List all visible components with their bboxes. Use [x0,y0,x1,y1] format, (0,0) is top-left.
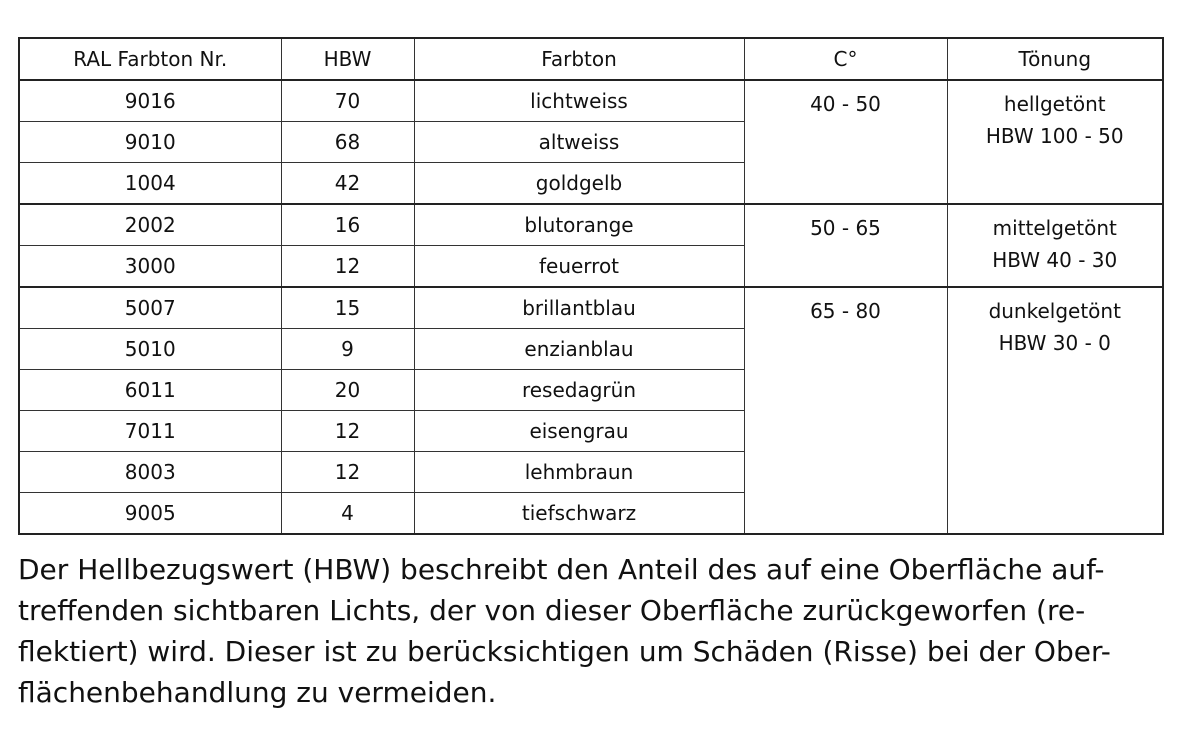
farbton-cell: resedagrün [414,370,744,411]
ral-number-cell: 5010 [19,329,281,370]
farbton-cell: eisengrau [414,411,744,452]
hbw-description-paragraph [18,549,1182,713]
table-row [19,80,1163,122]
tone-cell [947,204,1163,287]
hbw-cell: 16 [281,204,414,246]
farbton-cell: feuerrot [414,246,744,288]
tone-range: HBW 30 - 0 [998,331,1111,355]
farbton-cell: altweiss [414,122,744,163]
hbw-cell: 12 [281,246,414,288]
hbw-cell: 15 [281,287,414,329]
hbw-cell: 68 [281,122,414,163]
description-line: flächenbehandlung zu vermeiden. [18,676,497,709]
table-row [19,204,1163,246]
hbw-cell: 9 [281,329,414,370]
ral-color-table [18,37,1164,535]
table-header-row [19,38,1163,80]
ral-number-cell: 8003 [19,452,281,493]
hbw-cell: 4 [281,493,414,535]
tone-name: mittelgetönt [992,216,1117,240]
farbton-cell: tiefschwarz [414,493,744,535]
ral-number-cell: 3000 [19,246,281,288]
ral-number-cell: 5007 [19,287,281,329]
temperature-range-cell: 65 - 80 [744,287,947,534]
tone-cell [947,80,1163,204]
tone-cell [947,287,1163,534]
description-line: flektiert) wird. Dieser ist zu berücksichtigen um Schäden (Risse) bei der Ober- [18,635,1111,668]
temperature-range-cell: 50 - 65 [744,204,947,287]
ral-number-cell: 2002 [19,204,281,246]
ral-number-cell: 6011 [19,370,281,411]
hbw-cell: 70 [281,80,414,122]
tone-range: HBW 40 - 30 [992,248,1118,272]
description-line: Der Hellbezugswert (HBW) beschreibt den Anteil des auf eine Oberfläche auf- [18,553,1105,586]
header-farbton: Farbton [414,38,744,80]
farbton-cell: blutorange [414,204,744,246]
hbw-cell: 12 [281,452,414,493]
farbton-cell: brillantblau [414,287,744,329]
farbton-cell: lichtweiss [414,80,744,122]
header-ral: RAL Farbton Nr. [19,38,281,80]
ral-number-cell: 9005 [19,493,281,535]
ral-number-cell: 1004 [19,163,281,205]
tone-name: dunkelgetönt [988,299,1121,323]
hbw-cell: 12 [281,411,414,452]
ral-number-cell: 7011 [19,411,281,452]
ral-number-cell: 9016 [19,80,281,122]
hbw-cell: 42 [281,163,414,205]
hbw-cell: 20 [281,370,414,411]
farbton-cell: enzianblau [414,329,744,370]
table-row [19,287,1163,329]
description-line: treffenden sichtbaren Lichts, der von dieser Oberfläche zurückgeworfen (re- [18,594,1086,627]
header-hbw: HBW [281,38,414,80]
ral-number-cell: 9010 [19,122,281,163]
tone-range: HBW 100 - 50 [985,124,1124,148]
temperature-range-cell: 40 - 50 [744,80,947,204]
tone-name: hellgetönt [1003,92,1106,116]
farbton-cell: lehmbraun [414,452,744,493]
farbton-cell: goldgelb [414,163,744,205]
header-temperature: C° [744,38,947,80]
header-toenung: Tönung [947,38,1163,80]
